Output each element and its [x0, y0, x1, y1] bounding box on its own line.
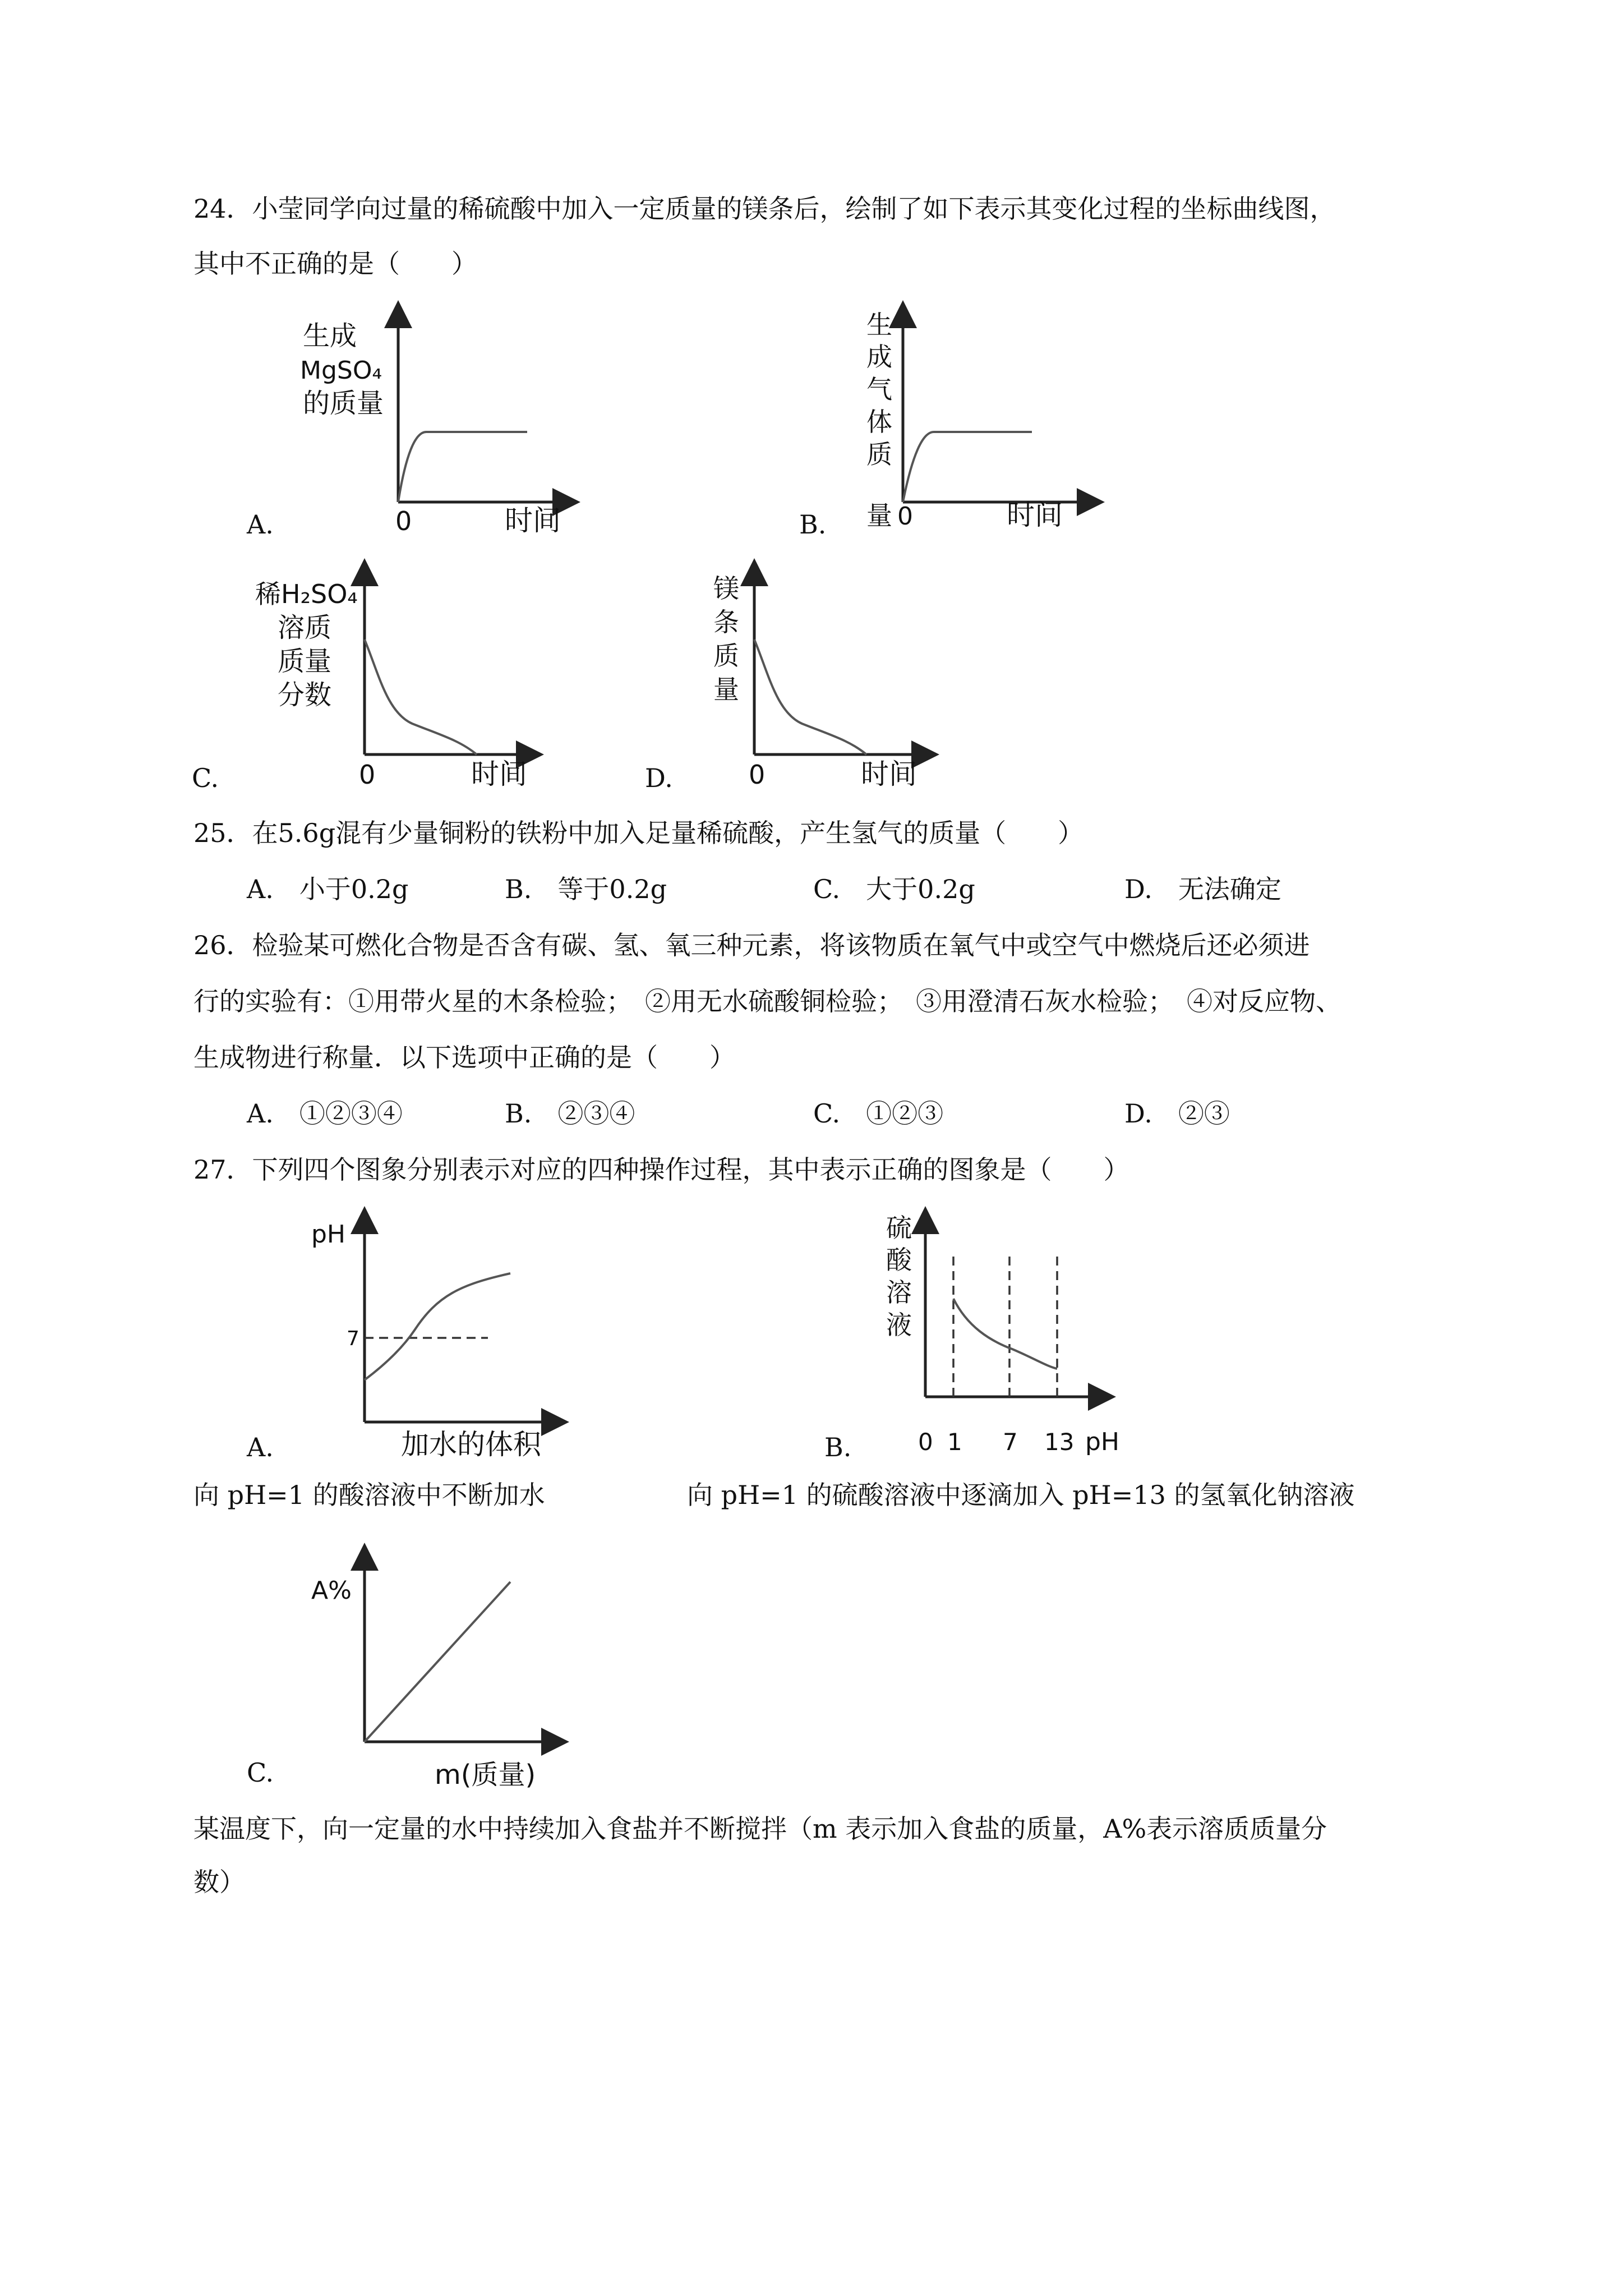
q24-option-b-label: B.: [799, 509, 827, 540]
q27-a-caption: 向 pH=1 的酸溶液中不断加水: [193, 1480, 545, 1510]
q25-option-a: A. 小于0.2g: [247, 874, 409, 904]
q24-graph-d: [701, 561, 959, 802]
q24-graph-c: [244, 561, 558, 802]
q26-stem-line1: 26．检验某可燃化合物是否含有碳、氢、氧三种元素，将该物质在氧气中或空气中燃烧后还必须进: [193, 930, 1310, 960]
q24-c-xlabel: 时间: [471, 758, 527, 790]
q24-option-d-label: D.: [645, 763, 673, 793]
q27-b-tick-0: 0: [918, 1428, 933, 1456]
q24-d-ylabel-1: 镁: [713, 573, 739, 604]
q24-c-ylabel-3: 质量: [278, 646, 332, 677]
q24-a-xlabel: 时间: [505, 504, 561, 537]
q24-d-origin: 0: [749, 760, 766, 790]
q27-option-b-label: B.: [824, 1432, 852, 1462]
q27-stem: 27．下列四个图象分别表示对应的四种操作过程，其中表示正确的图象是（ ）: [193, 1154, 1129, 1185]
q24-a-curve: [398, 432, 527, 502]
q26-stem-line3: 生成物进行称量．以下选项中正确的是（ ）: [193, 1042, 735, 1073]
q27-b-tick-1: 1: [947, 1428, 962, 1456]
q24-d-ylabel-4: 量: [713, 674, 739, 705]
q24-c-ylabel-1: 稀H₂SO₄: [255, 579, 358, 609]
q27-b-ylabel-1: 硫: [886, 1213, 912, 1243]
q24-c-curve: [365, 639, 477, 754]
q27-b-curve: [953, 1299, 1057, 1369]
q27-c-line: [365, 1582, 510, 1742]
q24-a-ylabel-1: 生成: [303, 320, 357, 352]
q27-b-ylabel-3: 溶: [886, 1277, 912, 1308]
q24-stem-line1: 24．小莹同学向过量的稀硫酸中加入一定质量的镁条后，绘制了如下表示其变化过程的坐标曲线图，: [193, 194, 1336, 224]
q27-a-curve: [365, 1273, 510, 1380]
q24-graph-a: [297, 303, 589, 544]
q24-b-curve: [903, 432, 1032, 502]
q27-option-a-label: A.: [247, 1432, 274, 1462]
q24-a-ylabel-3: 的质量: [303, 388, 384, 419]
q27-option-c-label: C.: [247, 1757, 274, 1788]
q27-graph-a: [303, 1206, 583, 1470]
q24-b-ylabel-5: 质: [866, 439, 892, 470]
q27-a-ylabel: pH: [311, 1220, 346, 1249]
q26-option-d: D. ②③: [1124, 1098, 1230, 1129]
q24-option-a-label: A.: [247, 509, 274, 540]
q24-b-origin: 0: [897, 502, 913, 531]
q27-b-xlabel: pH: [1085, 1428, 1120, 1456]
q26-stem-line2: 行的实验有：①用带火星的木条检验； ②用无水硫酸铜检验； ③用澄清石灰水检验； ④对反应物、: [193, 986, 1341, 1016]
q27-a-xlabel: 加水的体积: [401, 1428, 541, 1461]
q27-b-ylabel-4: 液: [886, 1310, 912, 1340]
q27-c-xlabel: m(质量): [435, 1759, 536, 1791]
q25-option-d: D. 无法确定: [1124, 874, 1281, 904]
q24-d-ylabel-3: 质: [713, 641, 739, 671]
q24-c-ylabel-2: 溶质: [278, 612, 332, 643]
q24-b-ylabel-4: 体: [866, 407, 892, 437]
q27-b-ylabel-2: 酸: [886, 1245, 912, 1275]
q27-c-caption-line2: 数）: [193, 1867, 245, 1897]
q26-option-b: B. ②③④: [505, 1098, 635, 1129]
q24-b-ylabel-3: 气: [866, 374, 892, 404]
q25-option-b: B. 等于0.2g: [505, 874, 667, 904]
q24-a-origin: 0: [395, 506, 412, 536]
q24-b-xlabel: 时间: [1007, 499, 1063, 531]
q24-c-ylabel-4: 分数: [278, 679, 332, 711]
q27-b-tick-7: 7: [1003, 1428, 1018, 1456]
q25-stem: 25．在5.6g混有少量铜粉的铁粉中加入足量稀硫酸，产生氢气的质量（ ）: [193, 818, 1084, 848]
q24-option-c-label: C.: [192, 763, 219, 793]
q24-d-ylabel-2: 条: [713, 607, 739, 637]
q24-graph-b: [855, 303, 1147, 544]
q27-a-tick-7: 7: [347, 1327, 359, 1350]
q24-b-ylabel-1: 生: [866, 310, 892, 340]
q24-b-ylabel-6: 量: [866, 500, 892, 531]
q26-option-a: A. ①②③④: [247, 1098, 403, 1129]
q27-graph-b: [878, 1206, 1158, 1470]
q24-d-xlabel: 时间: [861, 758, 917, 790]
q27-b-caption: 向 pH=1 的硫酸溶液中逐滴加入 pH=13 的氢氧化钠溶液: [687, 1480, 1355, 1510]
q27-graph-c: [308, 1543, 589, 1801]
q27-c-ylabel: A%: [311, 1576, 352, 1605]
q27-c-caption-line1: 某温度下，向一定量的水中持续加入食盐并不断搅拌（m 表示加入食盐的质量，A%表示溶质质量分: [193, 1814, 1327, 1844]
q24-a-ylabel-2: MgSO₄: [300, 356, 382, 385]
q27-b-tick-13: 13: [1044, 1428, 1075, 1456]
q25-option-c: C. 大于0.2g: [813, 874, 975, 904]
q24-c-origin: 0: [359, 760, 376, 790]
q24-d-curve: [754, 639, 866, 754]
q26-option-c: C. ①②③: [813, 1098, 944, 1129]
q24-b-ylabel-2: 成: [866, 342, 892, 372]
q24-stem-line2: 其中不正确的是（ ）: [193, 249, 477, 279]
